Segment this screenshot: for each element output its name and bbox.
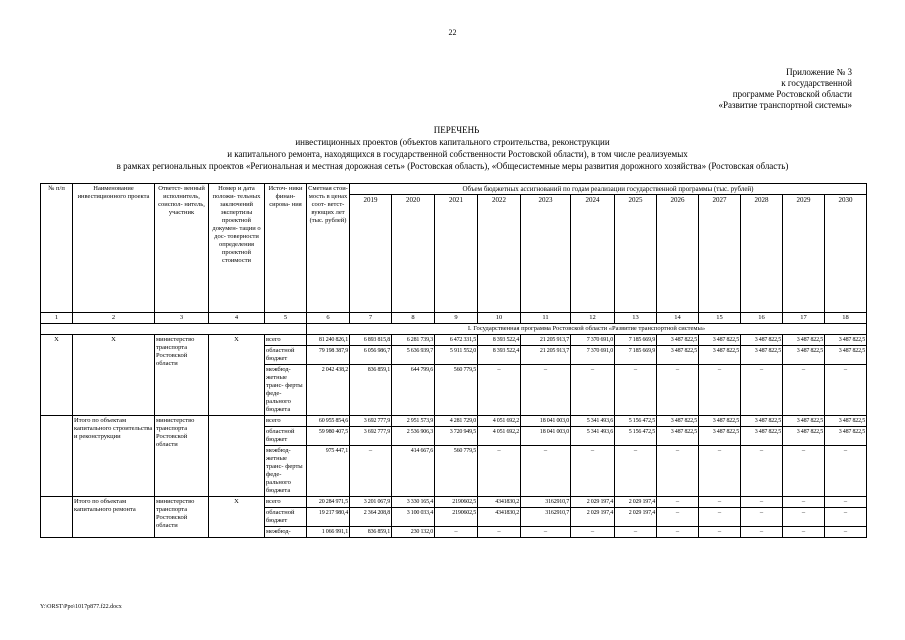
year-value-cell: 4341830,2	[478, 508, 521, 527]
year-value-cell: 5 341 493,6	[571, 416, 615, 427]
funding-source-cell: всего	[265, 416, 307, 427]
year-value-cell: 18 041 003,0	[521, 416, 571, 427]
year-value-cell: 3 692 777,9	[350, 427, 392, 446]
year-value-cell: 3 330 165,4	[392, 497, 435, 508]
funding-source-cell: межбюд-	[265, 527, 307, 538]
estimated-cost-cell: 975 447,1	[307, 446, 350, 497]
year-value-cell: 3 487 822,5	[783, 416, 825, 427]
year-value-cell: –	[521, 446, 571, 497]
expertise-cell: Х	[209, 497, 265, 538]
column-number: 10	[478, 313, 521, 324]
year-value-cell: 2 029 197,4	[571, 497, 615, 508]
year-value-cell: 2190602,5	[435, 508, 478, 527]
header-project-name: Наименование инвестиционного проекта	[73, 184, 155, 313]
responsible-cell: министерство транспорта Ростовской области	[155, 497, 209, 538]
year-value-cell: 3 692 777,9	[350, 416, 392, 427]
header-source: Источ- ники финан- сирова- ния	[265, 184, 307, 313]
year-value-cell: –	[615, 446, 657, 497]
column-number: 16	[741, 313, 783, 324]
year-value-cell: –	[699, 497, 741, 508]
year-value-cell: –	[521, 365, 571, 416]
year-value-cell: 18 041 003,0	[521, 427, 571, 446]
year-value-cell: –	[825, 365, 867, 416]
header-year: 2028	[741, 195, 783, 313]
year-value-cell: 6 056 986,7	[350, 346, 392, 365]
column-number: 14	[657, 313, 699, 324]
year-value-cell: 414 667,6	[392, 446, 435, 497]
appendix-block	[632, 67, 852, 111]
year-value-cell: 4 051 692,2	[478, 416, 521, 427]
header-year: 2022	[478, 195, 521, 313]
header-year: 2023	[521, 195, 571, 313]
year-value-cell: –	[825, 527, 867, 538]
year-value-cell: 4 281 729,0	[435, 416, 478, 427]
header-budget-group: Объем бюджетных ассигнований по годам реализации государственной программы (тыс. рублей)	[350, 184, 867, 195]
table-row	[41, 497, 867, 508]
year-value-cell: 644 799,6	[392, 365, 435, 416]
year-value-cell: –	[571, 446, 615, 497]
column-number: 2	[73, 313, 155, 324]
year-value-cell: –	[741, 527, 783, 538]
project-name-cell: Итого по объектам капитального ремонта	[73, 497, 155, 538]
year-value-cell: –	[615, 527, 657, 538]
estimated-cost-cell: 59 980 407,5	[307, 427, 350, 446]
year-value-cell: 5 911 552,0	[435, 346, 478, 365]
year-value-cell: –	[783, 497, 825, 508]
year-value-cell: 3 487 822,5	[741, 335, 783, 346]
header-year: 2026	[657, 195, 699, 313]
year-value-cell: –	[657, 527, 699, 538]
heading-line-3: в рамках региональных проектов «Региональная и местная дорожная сеть» (Ростовская область), «Общесистемные меры развития дорожного хозяйства» (Ростовская область)	[116, 161, 789, 171]
estimated-cost-cell: 19 217 980,4	[307, 508, 350, 527]
year-value-cell: 2 029 197,4	[615, 508, 657, 527]
column-number: 8	[392, 313, 435, 324]
appendix-line-3: программе Ростовской области	[732, 89, 852, 99]
header-estimated-cost: Сметная стои- мость в ценах соот- ветст- вующих лет (тыс. рублей)	[307, 184, 350, 313]
column-number: 5	[265, 313, 307, 324]
row-number-cell	[41, 416, 73, 497]
year-value-cell: –	[699, 508, 741, 527]
expertise-cell	[209, 416, 265, 497]
estimated-cost-cell: 60 955 854,6	[307, 416, 350, 427]
responsible-cell: министерство транспорта Ростовской области	[155, 416, 209, 497]
year-value-cell: 3 487 822,5	[699, 335, 741, 346]
table-row	[41, 416, 867, 427]
column-number: 7	[350, 313, 392, 324]
year-value-cell: –	[657, 497, 699, 508]
responsible-cell: министерство транспорта Ростовской области	[155, 335, 209, 416]
column-number: 15	[699, 313, 741, 324]
year-value-cell: 3 720 949,5	[435, 427, 478, 446]
year-value-cell: –	[783, 446, 825, 497]
column-number: 17	[783, 313, 825, 324]
column-number: 6	[307, 313, 350, 324]
funding-source-cell: всего	[265, 497, 307, 508]
project-name-cell: Х	[73, 335, 155, 416]
year-value-cell: –	[741, 497, 783, 508]
year-value-cell: –	[741, 365, 783, 416]
year-value-cell: –	[783, 365, 825, 416]
heading-line-1: инвестиционных проектов (объектов капитального строительства, реконструкции	[295, 137, 610, 147]
year-value-cell: 8 393 522,4	[478, 335, 521, 346]
header-year: 2030	[825, 195, 867, 313]
page-number: 22	[448, 28, 457, 37]
estimated-cost-cell: 79 198 387,9	[307, 346, 350, 365]
year-value-cell: 6 472 331,5	[435, 335, 478, 346]
column-number: 12	[571, 313, 615, 324]
year-value-cell: –	[699, 527, 741, 538]
column-number: 11	[521, 313, 571, 324]
header-year: 2027	[699, 195, 741, 313]
year-value-cell: 3 201 067,9	[350, 497, 392, 508]
section-title: I. Государственная программа Ростовской области «Развитие транспортной системы»	[307, 324, 867, 335]
year-value-cell: 3 487 822,5	[657, 346, 699, 365]
year-value-cell: 3 487 822,5	[825, 427, 867, 446]
year-value-cell: 2 951 573,9	[392, 416, 435, 427]
year-value-cell: 3162910,7	[521, 508, 571, 527]
appendix-line-1: Приложение № 3	[786, 67, 852, 77]
year-value-cell: –	[825, 508, 867, 527]
year-value-cell: 560 779,5	[435, 365, 478, 416]
estimated-cost-cell: 1 066 991,1	[307, 527, 350, 538]
header-year: 2025	[615, 195, 657, 313]
year-value-cell: 2 029 197,4	[615, 497, 657, 508]
year-value-cell: 6 893 815,8	[350, 335, 392, 346]
year-value-cell: 3 487 822,5	[657, 335, 699, 346]
year-value-cell: –	[478, 446, 521, 497]
year-value-cell: 3 487 822,5	[699, 416, 741, 427]
year-value-cell: 5 341 493,6	[571, 427, 615, 446]
year-value-cell: –	[783, 527, 825, 538]
year-value-cell: 560 779,5	[435, 446, 478, 497]
year-value-cell: 3 487 822,5	[825, 335, 867, 346]
year-value-cell: 3 487 822,5	[699, 346, 741, 365]
year-value-cell: 3 487 822,5	[783, 427, 825, 446]
estimated-cost-cell: 20 284 971,5	[307, 497, 350, 508]
year-value-cell: 836 859,1	[350, 527, 392, 538]
column-number: 1	[41, 313, 73, 324]
year-value-cell: 2 029 197,4	[571, 508, 615, 527]
year-value-cell: –	[699, 365, 741, 416]
year-value-cell: 5 156 472,5	[615, 427, 657, 446]
year-value-cell: 3 487 822,5	[825, 416, 867, 427]
year-value-cell: 2190602,5	[435, 497, 478, 508]
row-number-cell: Х	[41, 335, 73, 416]
year-value-cell: 4341830,2	[478, 497, 521, 508]
document-heading	[0, 124, 905, 172]
section-row	[41, 324, 867, 335]
investment-projects-table	[40, 183, 867, 538]
appendix-line-2: к государственной	[781, 78, 852, 88]
funding-source-cell: межбюд- жетные транс- ферты феде- рального бюджета	[265, 446, 307, 497]
header-year: 2020	[392, 195, 435, 313]
year-value-cell: –	[825, 446, 867, 497]
header-expertise: Номер и дата положи- тельных заключений экспертизы проектной докумен- тации о дос- товерности определения проектной стоимости	[209, 184, 265, 313]
year-value-cell: –	[783, 508, 825, 527]
year-value-cell: –	[521, 527, 571, 538]
year-value-cell: 4 051 692,2	[478, 427, 521, 446]
year-value-cell: 8 393 522,4	[478, 346, 521, 365]
year-value-cell: 3 487 822,5	[741, 416, 783, 427]
year-value-cell: 2 536 906,3	[392, 427, 435, 446]
year-value-cell: 5 156 472,5	[615, 416, 657, 427]
header-year: 2021	[435, 195, 478, 313]
year-value-cell: 3 487 822,5	[741, 346, 783, 365]
year-value-cell: –	[615, 365, 657, 416]
year-value-cell: –	[825, 497, 867, 508]
year-value-cell: 3162910,7	[521, 497, 571, 508]
header-year: 2019	[350, 195, 392, 313]
year-value-cell: –	[350, 446, 392, 497]
header-row-1	[41, 184, 867, 195]
year-value-cell: 5 636 939,7	[392, 346, 435, 365]
estimated-cost-cell: 81 240 826,1	[307, 335, 350, 346]
year-value-cell: –	[435, 527, 478, 538]
year-value-cell: –	[741, 508, 783, 527]
heading-title: ПЕРЕЧЕНЬ	[433, 125, 480, 135]
column-numbers-row	[41, 313, 867, 324]
header-year: 2024	[571, 195, 615, 313]
table-row	[41, 335, 867, 346]
funding-source-cell: областной бюджет	[265, 427, 307, 446]
year-value-cell: 7 185 669,9	[615, 335, 657, 346]
project-name-cell: Итого по объектам капитального строительства и реконструкции	[73, 416, 155, 497]
estimated-cost-cell: 2 042 438,2	[307, 365, 350, 416]
year-value-cell: 3 487 822,5	[741, 427, 783, 446]
year-value-cell: 6 281 739,3	[392, 335, 435, 346]
year-value-cell: 3 487 822,5	[657, 427, 699, 446]
column-number: 13	[615, 313, 657, 324]
year-value-cell: 3 487 822,5	[825, 346, 867, 365]
column-number: 9	[435, 313, 478, 324]
header-year: 2029	[783, 195, 825, 313]
expertise-cell: Х	[209, 335, 265, 416]
appendix-line-4: «Развитие транспортной системы»	[718, 100, 852, 110]
year-value-cell: 21 205 913,7	[521, 335, 571, 346]
funding-source-cell: областной бюджет	[265, 346, 307, 365]
year-value-cell: 2 364 208,8	[350, 508, 392, 527]
year-value-cell: –	[657, 365, 699, 416]
year-value-cell: 21 205 913,7	[521, 346, 571, 365]
year-value-cell: –	[657, 508, 699, 527]
year-value-cell: 7 370 691,0	[571, 335, 615, 346]
funding-source-cell: всего	[265, 335, 307, 346]
year-value-cell: 3 100 033,4	[392, 508, 435, 527]
year-value-cell: 836 859,1	[350, 365, 392, 416]
year-value-cell: 7 185 669,9	[615, 346, 657, 365]
header-responsible: Ответст- венный исполнитель, соиспол- нитель, участник	[155, 184, 209, 313]
funding-source-cell: межбюд- жетные транс- ферты феде- рального бюджета	[265, 365, 307, 416]
year-value-cell: –	[571, 527, 615, 538]
year-value-cell: –	[699, 446, 741, 497]
year-value-cell: 3 487 822,5	[783, 335, 825, 346]
year-value-cell: 3 487 822,5	[699, 427, 741, 446]
year-value-cell: 230 132,0	[392, 527, 435, 538]
year-value-cell: –	[571, 365, 615, 416]
column-number: 4	[209, 313, 265, 324]
year-value-cell: 3 487 822,5	[783, 346, 825, 365]
year-value-cell: –	[478, 365, 521, 416]
column-number: 3	[155, 313, 209, 324]
year-value-cell: 3 487 822,5	[657, 416, 699, 427]
year-value-cell: –	[478, 527, 521, 538]
header-num: № п/п	[41, 184, 73, 313]
funding-source-cell: областной бюджет	[265, 508, 307, 527]
heading-line-2: и капитального ремонта, находящихся в государственной собственности Ростовской области), в том числе реализуемых	[227, 149, 688, 159]
file-path-footer: Y:\ORST\Ppo\1017p877.f22.docx	[40, 604, 122, 610]
year-value-cell: –	[657, 446, 699, 497]
year-value-cell: –	[741, 446, 783, 497]
year-value-cell: 7 370 691,0	[571, 346, 615, 365]
row-number-cell	[41, 497, 73, 538]
column-number: 18	[825, 313, 867, 324]
